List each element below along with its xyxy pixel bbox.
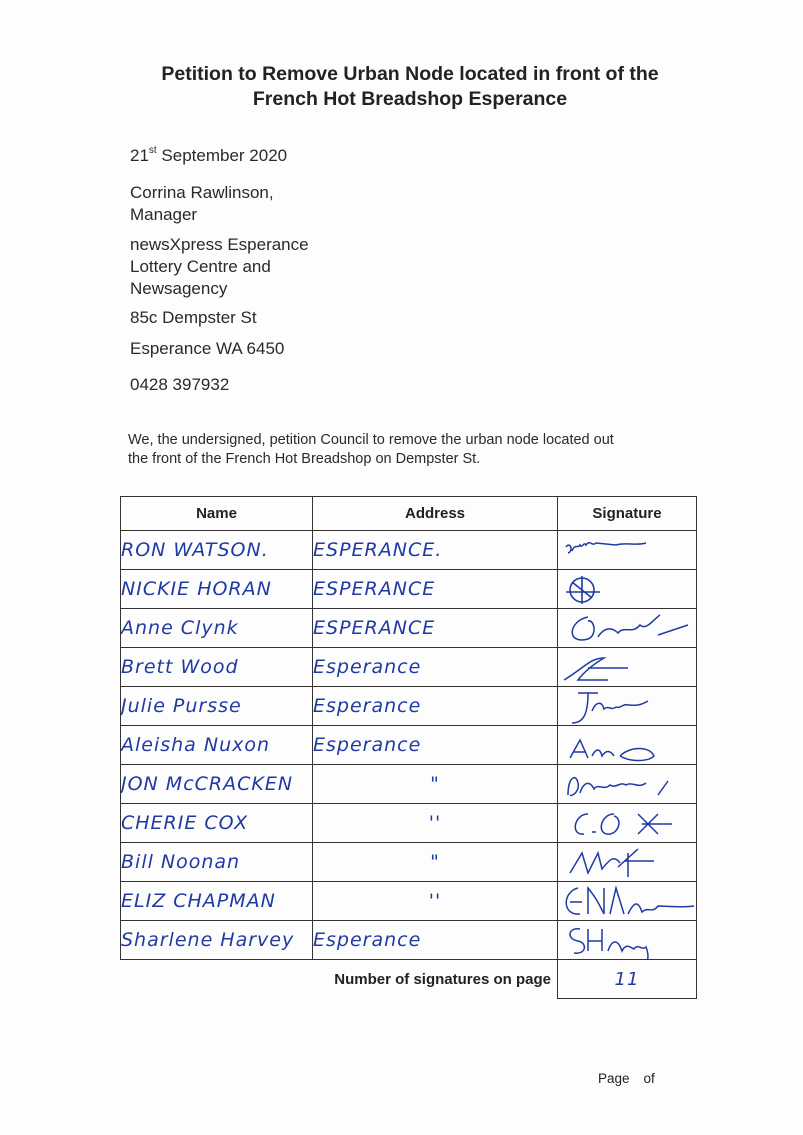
business-line-3: Newsagency — [130, 279, 228, 298]
row-name: Brett Wood — [121, 648, 313, 687]
table-row — [121, 531, 697, 570]
header-name: Name — [121, 497, 313, 531]
row-address: Esperance — [313, 687, 558, 726]
signature-mark — [558, 921, 697, 960]
contact-role: Manager — [130, 205, 198, 224]
row-name: ELIZ CHAPMAN — [121, 882, 313, 921]
business-block — [130, 234, 309, 300]
row-address: Esperance — [313, 921, 558, 960]
signature-mark — [558, 765, 697, 804]
row-address: '' — [313, 804, 558, 843]
count-row — [121, 960, 697, 999]
row-address: " — [313, 765, 558, 804]
table-row — [121, 921, 697, 960]
signature-mark — [558, 882, 697, 921]
signature-count-label: Number of signatures on page — [334, 970, 551, 988]
row-address: " — [313, 843, 558, 882]
row-address: Esperance — [313, 726, 558, 765]
contact-name: Corrina Rawlinson, — [130, 183, 274, 202]
street-address: 85c Dempster St — [130, 308, 257, 327]
table-row — [121, 648, 697, 687]
table-row — [121, 804, 697, 843]
table-row — [121, 609, 697, 648]
signature-mark — [558, 687, 697, 726]
signature-mark — [558, 804, 697, 843]
document-title — [100, 62, 720, 112]
signature-mark — [558, 570, 697, 609]
date: 21st September 2020 — [130, 145, 288, 165]
row-name: Aleisha Nuxon — [121, 726, 313, 765]
row-name: Julie Pursse — [121, 687, 313, 726]
town-address: Esperance WA 6450 — [130, 339, 285, 358]
signature-mark — [558, 609, 697, 648]
title-line-1: Petition to Remove Urban Node located in front of the — [161, 63, 659, 85]
row-name: NICKIE HORAN — [121, 570, 313, 609]
signature-mark — [558, 648, 697, 687]
row-name: Anne Clynk — [121, 609, 313, 648]
page-number: Page of — [598, 1071, 655, 1086]
signature-count: 11 — [614, 968, 640, 990]
table-row — [121, 765, 697, 804]
header-signature: Signature — [558, 497, 697, 531]
row-name: RON WATSON. — [121, 531, 313, 570]
signature-mark — [558, 843, 697, 882]
row-address: '' — [313, 882, 558, 921]
title-line-2: French Hot Breadshop Esperance — [252, 88, 568, 110]
table-row — [121, 882, 697, 921]
row-address: Esperance — [313, 648, 558, 687]
row-name: CHERIE COX — [121, 804, 313, 843]
business-line-2: Lottery Centre and — [130, 257, 271, 276]
row-address: ESPERANCE — [313, 609, 558, 648]
petition-statement: We, the undersigned, petition Council to remove the urban node located out the front of the French Hot Breadshop on Dempster St. — [128, 432, 614, 467]
table-header-row — [121, 497, 697, 531]
row-address: ESPERANCE — [313, 570, 558, 609]
table-row — [121, 843, 697, 882]
header-address: Address — [313, 497, 558, 531]
table-row — [121, 726, 697, 765]
business-line-1: newsXpress Esperance — [130, 235, 309, 254]
row-name: Sharlene Harvey — [121, 921, 313, 960]
signature-mark — [558, 726, 697, 765]
signature-mark — [558, 531, 697, 570]
table-row — [121, 687, 697, 726]
row-address: ESPERANCE. — [313, 531, 558, 570]
table-row — [121, 570, 697, 609]
signature-count-box — [558, 960, 697, 999]
signature-table — [120, 496, 697, 999]
phone-number: 0428 397932 — [130, 375, 230, 394]
row-name: Bill Noonan — [121, 843, 313, 882]
contact-name-block — [130, 182, 274, 226]
row-name: JON McCRACKEN — [121, 765, 313, 804]
